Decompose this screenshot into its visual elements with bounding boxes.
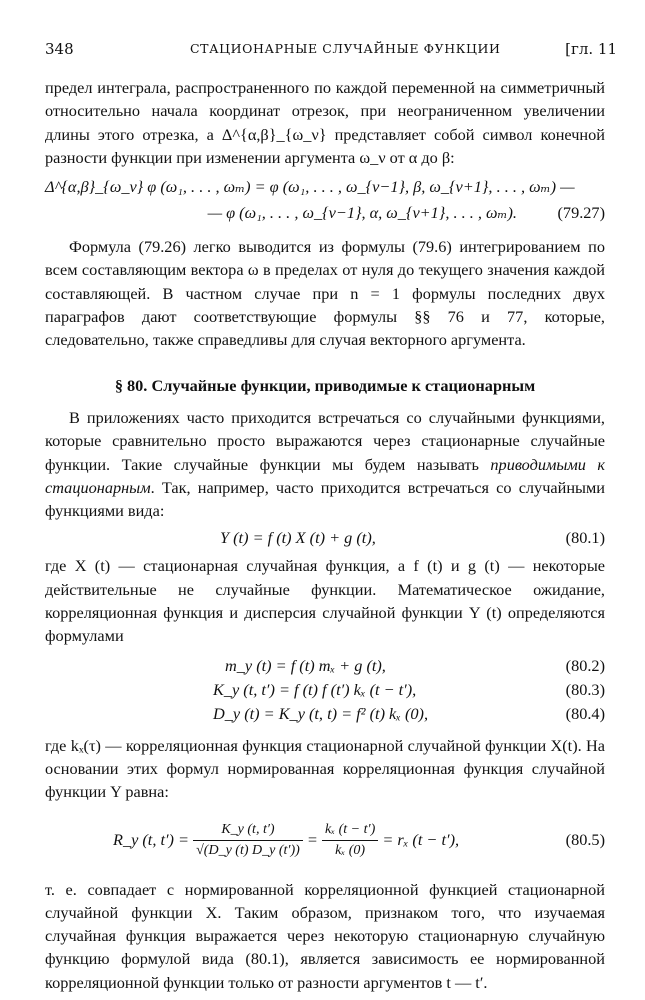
equation-number: (79.27) bbox=[557, 203, 605, 223]
fraction-2-denominator: kₓ (0) bbox=[335, 843, 366, 859]
equation-80-3 bbox=[45, 678, 605, 702]
intro-paragraph-2: Формула (79.26) легко выводится из формулы (79.6) интегрированием по всем составляющим вектора ω в пределах от нуля до текущего значения каждой составляющей. В частном случае при n = 1 формулы последних двух параграфов дают соответствующие формулы §§ 76 и 77, которые, следовательно, также справедливы для случая векторного аргумента. bbox=[45, 237, 605, 350]
equation-80-1-body: Y (t) = f (t) X (t) + g (t), bbox=[220, 528, 376, 548]
section-paragraph-3: где kₓ(τ) — корреляционная функция стационарной случайной функции X(t). На основании этих формул нормированная корреляционная функция случайной функции Y равна: bbox=[45, 735, 605, 802]
equation-80-2 bbox=[45, 654, 605, 678]
equation-number: (80.2) bbox=[565, 655, 605, 675]
fraction-1-numerator: K_y (t, t′) bbox=[193, 820, 303, 841]
page-number: 348 bbox=[45, 40, 74, 58]
fraction-1 bbox=[193, 820, 303, 861]
equals-sign: = bbox=[306, 829, 318, 849]
equation-80-5-content bbox=[113, 810, 459, 870]
equation-79-27-line2: — φ (ω₁, . . . , ω_{ν−1}, α, ω_{ν+1}, . . . , ωₘ). bbox=[207, 203, 517, 223]
equation-80-3-body: K_y (t, t′) = f (t) f (t′) kₓ (t − t′), bbox=[213, 679, 417, 699]
para1-emphasis: приводимыми к стационарным bbox=[45, 454, 605, 497]
equation-number: (80.3) bbox=[565, 679, 605, 699]
section-paragraph-2: где X (t) — стационарная случайная функция, а f (t) и g (t) — некоторые действительные не случайные функции. Математическое ожидание, корреляционная функция и дисперсия случайной функции Y (t) определяются формулами bbox=[45, 556, 605, 646]
para1-start: В приложениях часто приходится встречаться со случайными функциями, которые сравнительно просто выражаются через стационарные случайные функции. Такие случайные функции мы будем называть bbox=[45, 407, 605, 474]
equation-number: (80.1) bbox=[565, 528, 605, 548]
chapter-label: [гл. 11 bbox=[565, 40, 617, 58]
equation-79-27 bbox=[45, 175, 605, 227]
running-title: СТАЦИОНАРНЫЕ СЛУЧАЙНЫЕ ФУНКЦИИ bbox=[190, 41, 501, 56]
equation-80-5 bbox=[45, 810, 605, 870]
equation-number: (80.5) bbox=[565, 829, 605, 849]
section-paragraph-1 bbox=[45, 406, 605, 522]
fraction-2 bbox=[322, 820, 378, 861]
fraction-1-denominator: √(D_y (t) D_y (t′)) bbox=[196, 843, 300, 859]
equation-number: (80.4) bbox=[565, 703, 605, 723]
equation-80-5-rhs: = rₓ (t − t′), bbox=[382, 829, 460, 849]
equation-79-27-line1: Δ^{α,β}_{ω_ν} φ (ω₁, . . . , ωₘ) = φ (ω₁, . . . , ω_{ν−1}, β, ω_{ν+1}, . . . , ωₘ) — bbox=[45, 177, 575, 197]
section-heading: § 80. Случайные функции, приводимые к стационарным bbox=[114, 375, 536, 395]
intro-paragraph: предел интеграла, распространенного по каждой переменной на симметричный относительно начала координат отрезок, при неограниченном увеличении длины этого отрезка, а Δ^{α,β}_{ω_ν} представляет собой символ конечной разности функции при изменении аргумента ω_ν от α до β: bbox=[45, 78, 605, 167]
equation-80-2-body: m_y (t) = f (t) mₓ + g (t), bbox=[225, 655, 386, 675]
equation-80-4-body: D_y (t) = K_y (t, t) = f² (t) kₓ (0), bbox=[213, 703, 429, 723]
section-paragraph-4: т. е. совпадает с нормированной корреляционной функцией стационарной случайной функции X. Таким образом, признаком того, что изучаемая случайная функция выражается через некоторую стационарную случайную функцию формулой вида (80.1), является зависимость ее нормированной корреляционной функции только от разности аргументов t — t′. bbox=[45, 879, 605, 992]
equation-80-4 bbox=[45, 702, 605, 726]
page-body bbox=[45, 76, 605, 994]
equation-80-1 bbox=[45, 526, 605, 550]
running-header bbox=[45, 40, 617, 60]
fraction-2-numerator: kₓ (t − t′) bbox=[322, 820, 378, 841]
para1-end: . Так, например, часто приходится встречаться со случайными функциями вида: bbox=[45, 477, 605, 521]
equation-80-5-lhs: R_y (t, t′) = bbox=[113, 829, 190, 849]
